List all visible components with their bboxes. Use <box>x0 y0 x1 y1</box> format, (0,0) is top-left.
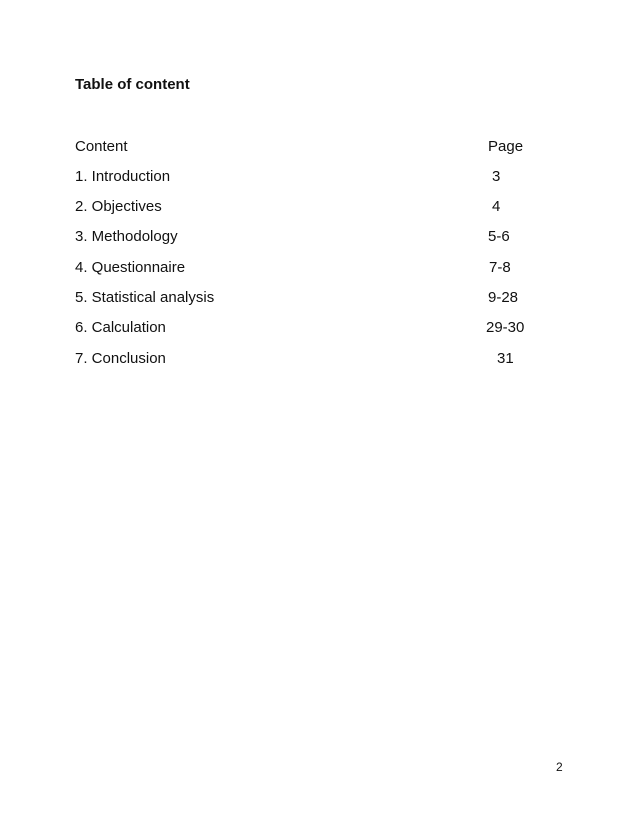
toc-entry-page: 4 <box>492 198 501 215</box>
toc-entry <box>75 197 555 217</box>
toc-entry-page: 9-28 <box>488 289 519 306</box>
toc-header-content: Content <box>75 138 128 155</box>
page-number: 2 <box>556 760 563 774</box>
toc-entry-page: 31 <box>497 350 514 367</box>
toc-entry-page: 3 <box>492 168 501 185</box>
toc-entry <box>75 227 555 247</box>
toc-entry <box>75 258 555 278</box>
toc-entry <box>75 349 555 369</box>
toc-entry-page: 29-30 <box>486 319 525 336</box>
toc-entry-page: 5-6 <box>488 228 510 245</box>
toc-entry <box>75 318 555 338</box>
toc-entry-label: 4. Questionnaire <box>75 259 186 276</box>
toc-entry-label: 3. Methodology <box>75 228 178 245</box>
toc-entry-page: 7-8 <box>489 259 511 276</box>
toc-entry <box>75 288 555 308</box>
toc-entry-label: 1. Introduction <box>75 168 171 185</box>
toc-title: Table of content <box>75 76 190 93</box>
toc-header-page: Page <box>488 138 524 155</box>
toc-entry-label: 6. Calculation <box>75 319 166 336</box>
toc-entry-label: 5. Statistical analysis <box>75 289 215 306</box>
toc-entry-label: 7. Conclusion <box>75 350 166 367</box>
toc-entry <box>75 167 555 187</box>
toc-header-row <box>75 137 555 157</box>
toc-entry-label: 2. Objectives <box>75 198 162 215</box>
